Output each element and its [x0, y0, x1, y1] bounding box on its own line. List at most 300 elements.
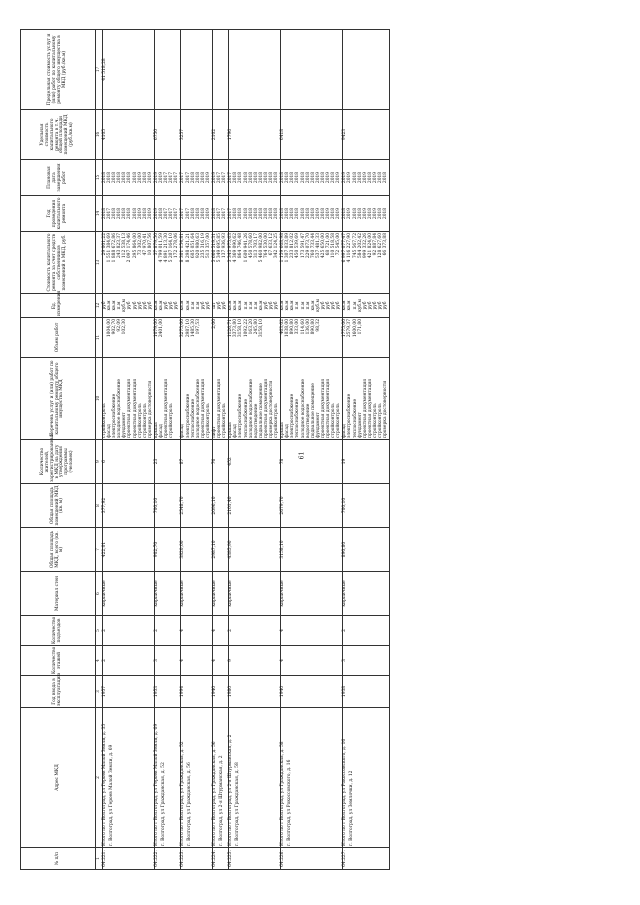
work-unit: руб	[367, 301, 373, 310]
work-name: теплоснабжение	[243, 398, 249, 438]
work-unit: руб	[362, 301, 368, 310]
work-name: стройконтроль	[142, 403, 148, 438]
year: 1940	[212, 676, 228, 708]
work-cost: 421 824,00	[367, 233, 373, 259]
work-name: теплоснабжение	[190, 398, 196, 438]
work-name: проектная документация	[164, 378, 170, 438]
work-year: 2018	[117, 207, 123, 220]
work-unit: руб	[200, 301, 206, 310]
work-end: 2019	[147, 171, 153, 184]
itogo-label: Итого по г Волгоград, ул 2-я Штурманская, д. 2	[228, 734, 234, 846]
work-end-cell	[103, 160, 155, 196]
residents: 19	[343, 440, 390, 484]
work-name: фасад	[285, 424, 291, 438]
work-cost: 450 578,60	[248, 233, 254, 259]
work-unit: п.м	[295, 301, 301, 310]
row-id: 64.223.	[181, 848, 213, 870]
work-year: 2018	[280, 207, 286, 220]
unit-cost: 3257	[181, 110, 213, 160]
work-volume: 3158,10	[258, 319, 264, 338]
walls: кирпичные	[103, 572, 155, 616]
floors: 4	[281, 646, 343, 676]
work-unit: п.м	[195, 301, 201, 310]
work-volume: 1004,00	[107, 319, 113, 338]
work-name: проектная документация	[200, 378, 206, 438]
area-rooms: 2548,70	[181, 484, 213, 528]
work-end: 2019	[372, 171, 378, 184]
residents: 6	[103, 440, 155, 484]
work-cost: 172 278,06	[174, 233, 180, 259]
header-cell-8: Общая площадь помещений МКД (кв. м)	[21, 484, 96, 528]
work-end: 2018	[117, 171, 123, 184]
work-unit: руб	[263, 301, 269, 310]
work-name: лифт	[211, 426, 217, 438]
work-cost: 313 703,17	[253, 233, 259, 259]
work-unit: кв.м	[180, 300, 186, 311]
work-cost: 8 298 421,21	[185, 233, 191, 263]
itogo-label: Итого по г Волгоград, ул Гражданская, д. 52	[180, 741, 186, 846]
work-name: теплоснабжение	[295, 398, 301, 438]
column-number-13: 13	[96, 232, 103, 294]
work-year: 2018	[258, 207, 264, 220]
row-id: 64.227.	[343, 848, 390, 870]
work-unit: п.м	[352, 301, 358, 310]
work-cost: 229 073,70	[305, 233, 311, 259]
work-end: 2018	[290, 171, 296, 184]
area-rooms: 2096,10	[212, 484, 228, 528]
work-end: 2018	[274, 171, 280, 184]
work-unit-cell	[181, 294, 213, 318]
work-unit: кв.м	[112, 300, 118, 311]
work-volume: 163,20	[248, 319, 254, 335]
work-unit: руб	[336, 301, 342, 310]
work-name-cell	[229, 358, 281, 440]
table-row	[343, 30, 390, 870]
work-end: 2019	[159, 171, 165, 184]
work-year: 2018	[290, 207, 296, 220]
limit-cost: 41 518,28	[103, 30, 155, 110]
table-row	[281, 30, 343, 870]
work-unit: руб	[174, 301, 180, 310]
work-end: 2017	[174, 171, 180, 184]
work-name: проектная документация	[320, 378, 326, 438]
work-end: 2019	[205, 171, 211, 184]
work-year: 2018	[274, 207, 280, 220]
work-year-cell	[154, 196, 180, 232]
column-number-8: 8	[96, 484, 103, 528]
table-row	[229, 30, 281, 870]
work-name-cell	[343, 358, 390, 440]
work-cost: 112 538,13	[122, 233, 128, 259]
work-name: проектная документация	[362, 378, 368, 438]
table-row	[103, 30, 155, 870]
work-end: 2019	[211, 171, 217, 184]
work-end: 2018	[377, 171, 383, 184]
work-end: 2018	[258, 171, 264, 184]
work-cost: 137 936,93	[222, 233, 228, 259]
work-year: 2018	[253, 207, 259, 220]
work-cost: 92 887,84	[372, 233, 378, 256]
limit-cost	[154, 30, 180, 110]
column-number-9: 9	[96, 440, 103, 484]
work-unit: кв.м	[233, 300, 239, 311]
work-year: 2017	[185, 207, 191, 220]
column-number-2: 2	[96, 708, 103, 848]
work-year: 2017	[164, 207, 170, 220]
work-unit: руб	[222, 301, 228, 310]
work-end: 2018	[352, 171, 358, 184]
work-unit-cell	[103, 294, 155, 318]
address-text: г. Волгоград, ул Рокоссовского, д. 16	[287, 759, 293, 846]
work-end: 2018	[127, 171, 133, 184]
work-cost: 1 307 033,89	[285, 233, 291, 263]
work-cost: 1 609 941,26	[243, 233, 249, 263]
row-id: 64.224.	[212, 848, 228, 870]
column-number-12: 12	[96, 294, 103, 318]
work-cost-cell	[154, 232, 180, 294]
work-name: подвальное помещение	[310, 383, 316, 438]
area-total: 422,01	[103, 528, 155, 572]
area-rooms: 377,92	[103, 484, 155, 528]
work-cost: 764 530,00	[263, 233, 269, 259]
header-cell-4: Количество этажей	[21, 646, 96, 676]
work-unit: кв.м	[347, 300, 353, 311]
work-year: 2018	[195, 207, 201, 220]
work-cost-cell	[229, 232, 281, 294]
work-name: стройконтроль	[102, 403, 107, 438]
work-end-cell	[229, 160, 281, 196]
walls: кирпичные	[343, 572, 390, 616]
work-volume: 890,80	[310, 319, 316, 335]
work-end: 2018	[367, 171, 373, 184]
row-address	[343, 708, 390, 848]
work-cost-cell	[103, 232, 155, 294]
unit-cost: 4105	[103, 110, 155, 160]
work-cost: 10 807,56	[147, 233, 153, 256]
work-cost: 3 343 975,63	[228, 233, 234, 263]
residents: 23	[154, 440, 180, 484]
work-unit: кв.м	[153, 300, 159, 311]
work-name: электроснабжение	[112, 393, 118, 438]
work-volume-cell	[229, 318, 281, 358]
work-unit: кв.м	[290, 300, 296, 311]
header-cell-10: Перечень услуг и (или) работ по капитальному ремонту общего имущества МКД	[21, 358, 96, 440]
work-unit: руб	[383, 301, 389, 310]
entrances: 2	[229, 616, 281, 646]
work-year: 2018	[367, 207, 373, 220]
work-year: 2018	[132, 207, 138, 220]
work-end: 2018	[107, 171, 113, 184]
limit-cost	[343, 30, 390, 110]
work-end: 2018	[132, 171, 138, 184]
work-unit: п.м	[305, 301, 311, 310]
work-unit: руб	[372, 301, 378, 310]
work-cost: 29 001,22	[102, 233, 107, 256]
work-year: 2018	[310, 207, 316, 220]
work-year: 2019	[147, 207, 153, 220]
work-end: 2019	[362, 171, 368, 184]
itogo-label: Итого по г Волгоград, ул Рокоссовского, д. 16	[342, 738, 348, 846]
work-year: 2018	[383, 207, 389, 220]
work-volume: 890,80	[290, 319, 296, 335]
work-name: холодное водоснабжение	[248, 378, 254, 438]
unit-cost: 6418	[281, 110, 343, 160]
work-end: 2018	[305, 171, 311, 184]
area-total: 890,80	[343, 528, 390, 572]
work-name: стройконтроль	[331, 403, 337, 438]
work-cost: 295 864,00	[132, 233, 138, 259]
work-end: 2019	[336, 171, 342, 184]
work-name: электроснабжение	[347, 393, 353, 438]
work-cost: 243 823,37	[117, 233, 123, 259]
work-end: 2018	[320, 171, 326, 184]
work-end: 2019	[342, 171, 348, 184]
work-cost: 67 633,12	[269, 233, 274, 256]
table-body	[103, 30, 390, 870]
work-unit: п.м	[243, 301, 249, 310]
work-volume: 2401,00	[159, 319, 165, 338]
column-number-14: 14	[96, 196, 103, 232]
capital-repair-table	[20, 29, 390, 870]
work-name: стройконтроль	[137, 403, 143, 438]
walls: кирпичные	[229, 572, 281, 616]
work-unit: куб.м	[122, 299, 128, 312]
work-unit: куб.м	[357, 299, 363, 312]
address-text: г. Волгоград, ул Землячки, д. 12	[349, 770, 355, 846]
header-row	[21, 30, 96, 870]
work-end: 2017	[222, 171, 228, 184]
work-end: 2018	[112, 171, 118, 184]
work-year-cell	[281, 196, 343, 232]
work-end: 2017	[164, 171, 170, 184]
work-year: 2018	[190, 207, 196, 220]
work-year: 2018	[263, 207, 269, 220]
work-name: крыша	[280, 422, 286, 438]
work-cost: 37 879,50	[153, 233, 159, 256]
work-end: 2017	[169, 171, 175, 184]
work-unit: кв.м	[185, 300, 191, 311]
column-number-6: 6	[96, 572, 103, 616]
work-volume: 1485,30	[190, 319, 196, 338]
work-cost: 513 357,00	[205, 233, 211, 259]
work-year: 2019	[137, 207, 143, 220]
work-end: 2017	[217, 171, 223, 184]
column-number-3: 3	[96, 676, 103, 708]
work-name-cell	[181, 358, 213, 440]
work-name: крыша	[228, 422, 234, 438]
column-number-17: 17	[96, 30, 103, 110]
work-cost: 1 159 668,98	[280, 233, 286, 263]
work-volume-cell	[281, 318, 343, 358]
work-end: 2018	[285, 171, 291, 184]
work-cost: 1 888 672,86	[112, 233, 118, 263]
work-end: 2017	[185, 171, 191, 184]
work-year: 2017	[174, 207, 180, 220]
work-cost: 342 124,25	[274, 233, 280, 259]
itogo-label: Итого по г Волгоград, ул Гражданская, д. 58	[280, 741, 286, 846]
work-year: 2018	[102, 207, 107, 220]
work-cost: 537 481,33	[315, 233, 321, 259]
work-name-cell	[212, 358, 228, 440]
work-name: проектная документация	[367, 378, 373, 438]
floors: 3	[154, 646, 180, 676]
work-name: проектная документация	[326, 378, 332, 438]
work-unit: п.м	[248, 301, 254, 310]
header-cell-15: Плановая дата завершения работ	[21, 160, 96, 196]
work-unit: руб	[127, 301, 133, 310]
work-unit: руб	[217, 301, 223, 310]
work-cost: 584 202,42	[357, 233, 363, 259]
work-cost: 864 746,48	[238, 233, 244, 259]
work-year: 2018	[352, 207, 358, 220]
work-year: 2018	[285, 207, 291, 220]
work-cost: 5 460 982,00	[258, 233, 264, 263]
work-name: фундамент	[315, 412, 321, 438]
work-cost: 999 332,26	[362, 233, 368, 259]
work-year-cell	[181, 196, 213, 232]
work-volume-cell	[343, 318, 390, 358]
work-unit: п.м	[300, 301, 306, 310]
work-year: 2017	[222, 207, 228, 220]
work-unit-cell	[154, 294, 180, 318]
row-id: 64.222.	[154, 848, 180, 870]
work-volume: 2987,10	[185, 319, 191, 338]
work-year: 2018	[295, 207, 301, 220]
work-cost: 5 666 519,31	[211, 233, 217, 263]
work-cost: 6 997 077,47	[342, 233, 348, 263]
work-year: 2018	[300, 207, 306, 220]
work-year: 2018	[248, 207, 254, 220]
header-cell-17: Предельная стоимость услуг и (или) работ по капитальному ремонту общего имущества в МКД (руб./кв.м)	[21, 30, 96, 110]
column-number-16: 16	[96, 110, 103, 160]
year: 1938	[343, 676, 390, 708]
header-cell-12: Ед. измерения	[21, 294, 96, 318]
work-year-cell	[229, 196, 281, 232]
work-year: 2018	[233, 207, 239, 220]
work-year: 2018	[243, 207, 249, 220]
work-year: 2018	[320, 207, 326, 220]
header-cell-13: Стоимость капитального ремонта за счет средств собственников помещений в МКД, руб.	[21, 232, 96, 294]
work-end: 2018	[190, 171, 196, 184]
work-volume: 1775,00	[342, 319, 348, 338]
work-year: 2018	[112, 207, 118, 220]
work-cost: 73 302,00	[137, 233, 143, 256]
row-address	[229, 708, 281, 848]
work-unit: руб	[164, 301, 170, 310]
work-name: проверка достоверности	[383, 380, 389, 438]
work-volume: 1600,00	[352, 319, 358, 338]
work-end: 2018	[142, 171, 148, 184]
work-end: 2017	[228, 171, 234, 184]
column-number-11: 11	[96, 318, 103, 358]
residents: 76	[212, 440, 228, 484]
area-total: 3158,10	[281, 528, 343, 572]
header-cell-6: Материал стен	[21, 572, 96, 616]
work-year: 2018	[127, 207, 133, 220]
header-cell-14: Год проведения капитального ремонта	[21, 196, 96, 232]
work-name: стройконтроль	[222, 403, 228, 438]
area-total: 2987,10	[212, 528, 228, 572]
work-end: 2018	[269, 171, 274, 184]
column-number-4: 4	[96, 646, 103, 676]
work-end: 2018	[238, 171, 244, 184]
work-year: 2019	[205, 207, 211, 220]
row-address	[154, 708, 180, 848]
walls: кирпичные	[181, 572, 213, 616]
entrances: 4	[281, 616, 343, 646]
work-name: фасад	[342, 424, 348, 438]
work-cost: 1 551 384,69	[107, 233, 113, 263]
work-cost: 920 980,63	[195, 233, 201, 259]
work-year: 2018	[122, 207, 128, 220]
work-unit-cell	[229, 294, 281, 318]
work-year: 2019	[153, 207, 159, 220]
work-end: 2018	[331, 171, 337, 184]
floors: 4	[181, 646, 213, 676]
work-end: 2018	[295, 171, 301, 184]
work-volume: 3373,80	[233, 319, 239, 338]
work-year: 2019	[372, 207, 378, 220]
work-name: проектная документация	[217, 378, 223, 438]
work-cost: 233 812,02	[290, 233, 296, 259]
floors: 3	[343, 646, 390, 676]
work-year: 2017	[169, 207, 175, 220]
work-end: 2018	[357, 171, 363, 184]
work-cost: 110 518,58	[331, 233, 337, 259]
work-name: стройконтроль	[274, 403, 280, 438]
limit-cost	[181, 30, 213, 110]
header-cell-9: Количество жителей, зарегистрированных в МКД на дату утверждения программы (человек)	[21, 440, 96, 484]
work-year: 2019	[362, 207, 368, 220]
walls: кирпичные	[154, 572, 180, 616]
work-year: 2018	[200, 207, 206, 220]
work-year: 2018	[377, 207, 383, 220]
work-end: 2018	[383, 171, 389, 184]
work-name: стройконтроль	[372, 403, 378, 438]
work-end: 2019	[137, 171, 143, 184]
year: 1953	[154, 676, 180, 708]
work-end: 2018	[263, 171, 269, 184]
table-row	[181, 30, 213, 870]
itogo-label: Итого по г Волгоград, ул Героев Малой Земли, д. 35	[102, 723, 107, 846]
residents: 87	[181, 440, 213, 484]
work-cost: 605 051,64	[190, 233, 196, 259]
walls: кирпичные	[281, 572, 343, 616]
itogo-label: Итого по г Волгоград, ул Гражданская, д. 56	[211, 741, 217, 846]
year: 1957	[103, 676, 155, 708]
work-year: 2018	[159, 207, 165, 220]
work-year: 2018	[342, 207, 348, 220]
address-text: г. Волгоград, ул Гражданская, д. 56	[187, 762, 193, 846]
work-unit: кв.м	[258, 300, 264, 311]
work-name-cell	[281, 358, 343, 440]
work-volume: 2,00	[211, 319, 217, 329]
area-rooms: 700,10	[343, 484, 390, 528]
address-text: г. Волгоград, ул Героев Малой Земли, д. 69	[108, 744, 114, 846]
work-name: стройконтроль	[169, 403, 175, 438]
year: 1994	[181, 676, 213, 708]
work-name: проектная документация	[263, 378, 269, 438]
work-year: 2017	[107, 207, 113, 220]
work-year: 2017	[180, 207, 186, 220]
work-end-cell	[212, 160, 228, 196]
unit-cost: 2102	[212, 110, 228, 160]
header-cell-1: № п/п	[21, 848, 96, 870]
work-year-cell	[103, 196, 155, 232]
work-year: 2018	[142, 207, 148, 220]
work-volume: 98,32	[315, 319, 321, 332]
work-name: фасад	[159, 424, 165, 438]
